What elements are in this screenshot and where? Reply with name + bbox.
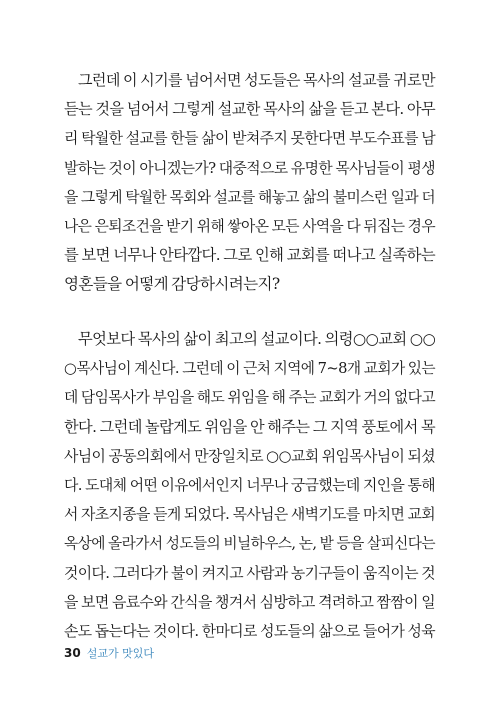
page-footer: [64, 645, 154, 661]
text-line: 데 담임목사가 부임을 해도 위임을 해 주는 교회가 거의 없다고: [64, 389, 435, 407]
running-title: 설교가 맛있다: [86, 647, 154, 660]
text-line: 다. 도대체 어떤 이유에서인지 너무나 궁금했는데 지인을 통해: [64, 476, 435, 495]
text-line: 을 그렇게 탁월한 목회와 설교를 해놓고 삶의 불미스런 일과 더: [64, 188, 435, 206]
text-line: 무엇보다 목사의 삶이 최고의 설교이다. 의령○○교회 ○○: [78, 330, 436, 348]
text-line: 것이다. 그러다가 불이 켜지고 사람과 농기구들이 움직이는 것: [64, 563, 435, 582]
text-line: 듣는 것을 넘어서 그렇게 설교한 목사의 삶을 듣고 본다. 아무: [64, 100, 435, 119]
text-line: 영혼들을 어떻게 감당하시려는지?: [64, 275, 280, 294]
text-line: 사님이 공동의회에서 만장일치로 ○○교회 위임목사님이 되셨: [64, 446, 435, 465]
text-line: 서 자초지종을 듣게 되었다. 목사님은 새벽기도를 마치면 교회: [64, 505, 435, 524]
text-line: 리 탁월한 설교를 한들 삶이 받쳐주지 못한다면 부도수표를 남: [64, 129, 435, 148]
text-line: 그런데 이 시기를 넘어서면 성도들은 목사의 설교를 귀로만: [78, 71, 435, 89]
page-number: 30: [64, 646, 81, 660]
text-line: 을 보면 음료수와 간식을 챙겨서 심방하고 격려하고 짬짬이 일: [64, 592, 435, 611]
paragraph-1: [64, 66, 435, 300]
text-line: 발하는 것이 아니겠는가? 대중적으로 유명한 목사님들이 평생: [64, 158, 435, 177]
text-line: 손도 돕는다는 것이다. 한마디로 성도들의 삶으로 들어가 성육: [64, 622, 435, 641]
text-line: 나은 은퇴조건을 받기 위해 쌓아온 모든 사역을 다 뒤집는 경우: [64, 218, 435, 236]
text-line: 한다. 그런데 놀랍게도 위임을 안 해주는 그 지역 풍토에서 목: [64, 417, 435, 436]
text-line: ○목사님이 계신다. 그런데 이 근처 지역에 7~8개 교회가 있는: [64, 360, 435, 378]
paragraph-2: [64, 325, 435, 646]
text-line: 를 보면 너무나 안타깝다. 그로 인해 교회를 떠나고 실족하는: [64, 246, 435, 265]
text-line: 옥상에 올라가서 성도들의 비닐하우스, 논, 밭 등을 살피신다는: [64, 535, 435, 553]
